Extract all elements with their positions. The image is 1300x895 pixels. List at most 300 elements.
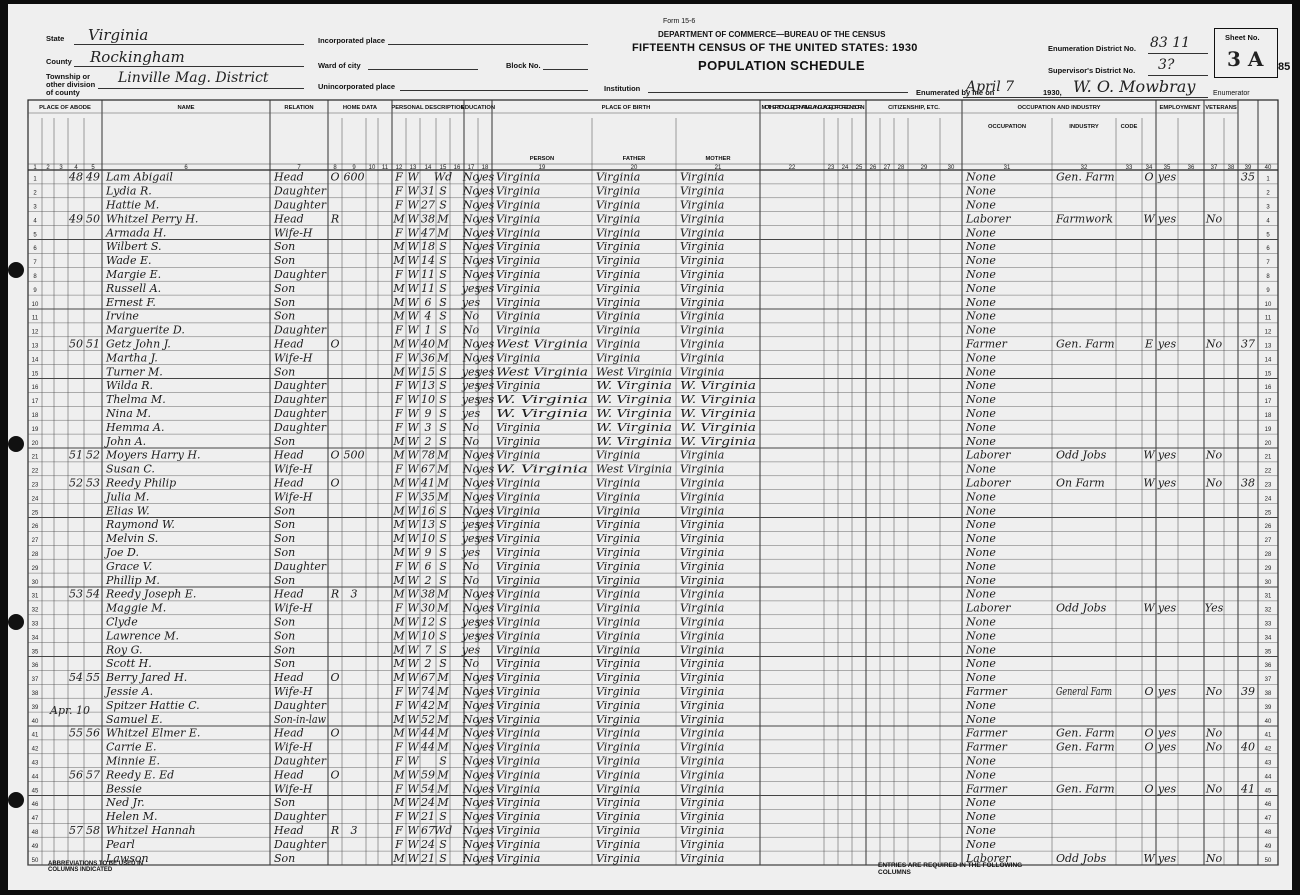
cell-sch: yes — [461, 629, 481, 643]
cell-mob: Virginia — [680, 268, 725, 281]
cell-mob: Virginia — [680, 365, 725, 379]
cell-occ: None — [966, 268, 996, 281]
column-number: 24 — [841, 165, 849, 171]
cell-sex: F — [395, 351, 403, 365]
column-number: 1 — [33, 165, 37, 171]
cell-sch: yes — [461, 393, 481, 407]
cell-occ: None — [966, 532, 996, 546]
cell-rel: Wife-H — [274, 226, 313, 240]
cell-mob: Virginia — [680, 587, 725, 601]
cell-ln: 24 — [31, 496, 39, 503]
cell-fob: Virginia — [596, 240, 641, 254]
cell-race: W — [407, 212, 419, 226]
cell-race: W — [407, 768, 419, 782]
cell-age: 67 — [421, 462, 435, 476]
birth-subhead: MOTHER — [705, 156, 731, 162]
cell-sex: F — [395, 198, 403, 212]
column-number: 14 — [424, 165, 432, 171]
cell-pob: Virginia — [496, 851, 541, 865]
cell-sex: M — [393, 851, 405, 865]
cell-fob: Virginia — [596, 768, 641, 782]
cell-fam: 54 — [86, 587, 100, 601]
column-number: 35 — [1163, 165, 1171, 171]
cell-sex: F — [395, 490, 403, 504]
enumerated-date: April 7 — [966, 79, 1015, 95]
personal-description: PERSONAL DESCRIPTION — [391, 105, 465, 111]
name-heading: NAME — [177, 105, 195, 111]
cell-rel: Daughter — [273, 393, 327, 407]
form-title: FIFTEENTH CENSUS OF THE UNITED STATES: 1930 — [632, 42, 918, 54]
cell-rel: Son — [274, 281, 296, 295]
cell-rd: yes — [475, 490, 495, 504]
cell-mar: Wd — [433, 824, 453, 837]
cell-rd: yes — [475, 740, 495, 754]
cell-ln: 42 — [31, 746, 39, 753]
cell-ln: 8 — [33, 274, 37, 280]
cell-ln: 28 — [31, 552, 39, 558]
employment: EMPLOYMENT — [1159, 105, 1201, 111]
cell-sch: No — [462, 462, 480, 476]
cell-age: 11 — [421, 268, 435, 281]
cell-cls: W — [1143, 601, 1155, 615]
cell-mar: M — [437, 351, 449, 365]
cell-ln: 47 — [31, 816, 39, 823]
cell-pob: Virginia — [496, 824, 541, 837]
column-number: 26 — [869, 165, 877, 171]
line-number-right: 1 — [1266, 176, 1270, 183]
cell-occ: None — [966, 184, 996, 198]
cell-own: O — [330, 768, 340, 782]
cell-race: W — [407, 281, 419, 295]
cell-age: 47 — [421, 226, 435, 240]
column-number: 12 — [395, 165, 403, 171]
cell-emp: yes — [1157, 851, 1177, 865]
cell-ind: Farmwork — [1056, 212, 1114, 226]
cell-val: 500 — [343, 448, 365, 462]
cell-sch: No — [462, 587, 480, 601]
cell-sex: M — [393, 281, 405, 295]
cell-pob: Virginia — [496, 685, 541, 698]
cell-age: 78 — [421, 448, 435, 462]
cell-occ: None — [966, 393, 996, 407]
cell-occ: Farmer — [966, 782, 1007, 796]
cell-name: Grace V. — [106, 559, 153, 573]
cell-name: Clyde — [106, 615, 138, 629]
cell-sex: F — [395, 226, 403, 240]
cell-rel: Wife-H — [274, 601, 313, 615]
cell-fam: 55 — [86, 671, 100, 685]
cell-mar: S — [439, 657, 447, 671]
cell-rel: Son — [274, 309, 296, 323]
cell-sch: No — [462, 782, 480, 796]
cell-pob: Virginia — [496, 712, 541, 726]
cell-pob: Virginia — [496, 448, 541, 462]
cell-sch: No — [462, 240, 480, 254]
census-table — [8, 4, 1292, 890]
cell-mar: M — [437, 212, 449, 226]
cell-race: W — [407, 629, 419, 643]
column-number: 38 — [1227, 165, 1235, 171]
cell-mob: Virginia — [680, 726, 725, 740]
cell-mob: W. Virginia — [680, 393, 756, 407]
column-number: 37 — [1210, 165, 1218, 171]
cell-fob: West Virginia — [596, 365, 672, 379]
cell-cls: O — [1144, 782, 1154, 796]
cell-sex: M — [393, 546, 405, 559]
cell-fob: Virginia — [596, 226, 641, 240]
cell-mob: Virginia — [680, 754, 725, 768]
cell-pob: Virginia — [496, 782, 541, 796]
cell-age: 38 — [421, 587, 435, 601]
cell-fob: Virginia — [596, 671, 641, 685]
line-number-right: 23 — [1264, 482, 1272, 489]
cell-ln: 38 — [31, 691, 39, 697]
cell-fob: Virginia — [596, 615, 641, 629]
cell-sex: F — [395, 824, 403, 837]
cell-race: W — [407, 587, 419, 601]
cell-sex: M — [393, 768, 405, 782]
cell-fob: Virginia — [596, 559, 641, 573]
cell-mar: S — [439, 420, 447, 434]
cell-mob: Virginia — [680, 490, 725, 504]
cell-emp: yes — [1157, 212, 1177, 226]
cell-mob: Virginia — [680, 254, 725, 268]
cell-age: 24 — [421, 837, 435, 851]
cell-rel: Son — [274, 546, 296, 559]
cell-rd: yes — [475, 782, 495, 796]
line-number-right: 10 — [1264, 301, 1272, 308]
cell-fob: Virginia — [596, 518, 641, 532]
abbrev-note: ABBREVIATIONS TO BE USED IN COLUMNS INDICATED — [48, 861, 144, 873]
cell-ct: 37 — [1241, 337, 1255, 351]
cell-mob: W. Virginia — [680, 434, 756, 448]
cell-occ: None — [966, 768, 996, 782]
line-number-right: 21 — [1264, 454, 1272, 461]
cell-ln: 20 — [31, 440, 39, 447]
cell-pob: Virginia — [496, 837, 541, 851]
cell-occ: None — [966, 559, 996, 573]
cell-fob: Virginia — [596, 740, 641, 754]
cell-name: Melvin S. — [106, 532, 159, 546]
column-number: 3 — [59, 165, 63, 171]
cell-rel: Head — [274, 671, 304, 685]
cell-own: R — [330, 212, 340, 226]
cell-sch: No — [462, 740, 480, 754]
cell-mar: M — [437, 490, 449, 504]
cell-sex: M — [393, 796, 405, 810]
cell-pob: Virginia — [496, 268, 541, 281]
cell-mar: S — [439, 379, 447, 393]
cell-race: W — [407, 726, 419, 740]
cell-race: W — [407, 365, 419, 379]
cell-age: 44 — [421, 740, 435, 754]
sheet-label: Sheet No. — [1225, 33, 1260, 42]
cell-sex: M — [393, 518, 405, 532]
cell-name: Pearl — [106, 837, 135, 851]
line-number-right: 30 — [1264, 579, 1272, 586]
cell-mar: S — [439, 268, 447, 281]
cell-sex: M — [393, 671, 405, 685]
cell-age: 52 — [421, 712, 435, 726]
column-number: 9 — [352, 165, 356, 171]
sheet-value: 3 A — [1227, 47, 1264, 71]
cell-mob: Virginia — [680, 629, 725, 643]
cell-age: 42 — [421, 698, 435, 712]
line-number-right: 32 — [1264, 607, 1272, 614]
enum-district-label: Enumeration District No. — [1048, 44, 1136, 53]
supervisor-value: 3? — [1158, 57, 1175, 73]
cell-fob: W. Virginia — [596, 379, 672, 393]
cell-dw: 56 — [69, 768, 83, 782]
cell-mar: S — [439, 393, 447, 407]
cell-pob: Virginia — [496, 323, 541, 337]
line-number-right: 37 — [1264, 677, 1272, 684]
cell-occ: Farmer — [966, 685, 1007, 698]
citizenship: CITIZENSHIP, ETC. — [888, 105, 940, 111]
cell-pob: Virginia — [496, 698, 541, 712]
cell-ln: 41 — [31, 732, 39, 739]
cell-sex: M — [393, 212, 405, 226]
cell-race: W — [407, 810, 419, 824]
cell-occ: Laborer — [966, 851, 1011, 865]
cell-race: W — [407, 240, 419, 254]
cell-fam: 53 — [86, 476, 100, 490]
cell-val: 3 — [350, 587, 358, 601]
cell-race: W — [407, 476, 419, 490]
cell-sex: F — [395, 685, 403, 698]
cell-sch: No — [462, 337, 480, 351]
column-number: 22 — [788, 165, 796, 171]
cell-race: W — [407, 782, 419, 796]
cell-name: Elias W. — [106, 504, 150, 518]
veterans: VETERANS — [1205, 105, 1237, 111]
cell-sch: yes — [461, 295, 481, 309]
cell-fob: Virginia — [596, 546, 641, 559]
state-value: Virginia — [88, 26, 149, 44]
cell-sch: No — [462, 712, 480, 726]
cell-pob: W. Virginia — [496, 462, 588, 476]
cell-occ: None — [966, 254, 996, 268]
line-number-right: 45 — [1264, 788, 1272, 795]
cell-fob: Virginia — [596, 254, 641, 268]
cell-pob: Virginia — [496, 379, 541, 393]
cell-rel: Wife-H — [274, 462, 313, 476]
cell-occ: None — [966, 407, 996, 420]
cell-fob: Virginia — [596, 212, 641, 226]
cell-sch: yes — [461, 643, 481, 657]
cell-age: 14 — [421, 254, 435, 268]
cell-ln: 39 — [31, 704, 39, 711]
cell-age: 15 — [421, 365, 435, 379]
cell-sex: F — [395, 810, 403, 824]
cell-rel: Son — [274, 657, 296, 671]
cell-age: 59 — [421, 768, 435, 782]
cell-mar: S — [439, 240, 447, 254]
cell-rel: Head — [274, 726, 304, 740]
cell-sex: M — [393, 657, 405, 671]
line-number-right: 34 — [1264, 635, 1272, 642]
cell-name: Susan C. — [106, 462, 155, 476]
cell-occ: None — [966, 365, 996, 379]
cell-sex: M — [393, 365, 405, 379]
township-value: Linville Mag. District — [118, 70, 269, 86]
cell-mar: S — [439, 434, 447, 448]
cell-pob: Virginia — [496, 615, 541, 629]
cell-rel: Daughter — [273, 698, 327, 712]
cell-sch: yes — [461, 615, 481, 629]
cell-emp: yes — [1157, 337, 1177, 351]
column-number: 36 — [1187, 165, 1195, 171]
cell-ind: Odd Jobs — [1056, 851, 1107, 865]
cell-dw: 49 — [69, 212, 83, 226]
cell-pob: Virginia — [496, 754, 541, 768]
cell-race: W — [407, 434, 419, 448]
cell-occ: None — [966, 226, 996, 240]
line-number-right: 17 — [1264, 399, 1272, 406]
cell-age: 40 — [421, 337, 435, 351]
cell-occ: None — [966, 434, 996, 448]
column-number: 39 — [1244, 165, 1252, 171]
cell-sch: No — [462, 184, 480, 198]
cell-ln: 14 — [31, 357, 39, 364]
cell-rel: Wife-H — [274, 351, 313, 365]
cell-name: Samuel E. — [106, 712, 163, 726]
cell-rel: Head — [274, 170, 304, 184]
cell-fob: W. Virginia — [596, 393, 672, 407]
line-number-right: 50 — [1264, 857, 1272, 864]
cell-ln: 21 — [31, 454, 39, 461]
cell-rel: Son — [274, 254, 296, 268]
cell-mar: S — [439, 851, 447, 865]
cell-occ: Farmer — [966, 740, 1007, 754]
cell-sex: M — [393, 615, 405, 629]
cell-occ: None — [966, 490, 996, 504]
cell-pob: Virginia — [496, 254, 541, 268]
cell-sch: No — [462, 434, 480, 448]
cell-rel: Son — [274, 365, 296, 379]
cell-fob: Virginia — [596, 601, 641, 615]
cell-occ: None — [966, 587, 996, 601]
cell-sex: F — [395, 170, 403, 184]
cell-ln: 36 — [31, 663, 39, 670]
cell-mar: S — [439, 837, 447, 851]
cell-fob: Virginia — [596, 573, 641, 587]
cell-occ: None — [966, 671, 996, 685]
cell-sch: No — [462, 698, 480, 712]
cell-own: O — [330, 448, 340, 462]
cell-fob: Virginia — [596, 643, 641, 657]
cell-mar: M — [437, 782, 449, 796]
cell-fob: Virginia — [596, 810, 641, 824]
cell-age: 9 — [424, 407, 432, 420]
education: EDUCATION — [460, 105, 496, 111]
cell-age: 41 — [421, 476, 435, 490]
cell-name: Wilda R. — [106, 379, 154, 393]
cell-fob: W. Virginia — [596, 420, 672, 434]
cell-vet: No — [1205, 851, 1223, 865]
cell-mar: S — [439, 518, 447, 532]
cell-sex: F — [395, 601, 403, 615]
cell-race: W — [407, 323, 419, 337]
cell-name: Ned Jr. — [106, 796, 145, 810]
cell-ln: 40 — [31, 718, 39, 725]
cell-rel: Son — [274, 796, 296, 810]
cell-age: 9 — [424, 546, 432, 559]
cell-name: Minnie E. — [106, 754, 161, 768]
cell-sch: No — [462, 420, 480, 434]
cell-occ: None — [966, 198, 996, 212]
cell-race: W — [407, 740, 419, 754]
cell-emp: yes — [1157, 685, 1177, 698]
cell-sex: F — [395, 782, 403, 796]
line-number-right: 19 — [1264, 426, 1272, 433]
cell-occ: None — [966, 309, 996, 323]
cell-occ: None — [966, 712, 996, 726]
cell-cls: W — [1143, 476, 1155, 490]
cell-mob: Virginia — [680, 351, 725, 365]
cell-sch: yes — [461, 532, 481, 546]
line-number-right: 4 — [1266, 218, 1270, 225]
cell-ind: General Farm — [1056, 685, 1112, 698]
cell-race: W — [407, 851, 419, 865]
cell-occ: None — [966, 170, 996, 184]
cell-pob: Virginia — [496, 420, 541, 434]
cell-sex: M — [393, 240, 405, 254]
cell-age: 13 — [421, 379, 435, 393]
cell-mob: Virginia — [680, 337, 725, 351]
cell-occ: None — [966, 546, 996, 559]
cell-pob: Virginia — [496, 198, 541, 212]
cell-age: 6 — [424, 295, 432, 309]
cell-pob: West Virginia — [496, 337, 588, 351]
line-number-right: 38 — [1264, 691, 1272, 697]
cell-age: 38 — [421, 212, 435, 226]
cell-mob: W. Virginia — [680, 379, 756, 393]
cell-rd: yes — [475, 351, 495, 365]
cell-age: 16 — [421, 504, 435, 518]
cell-sex: M — [393, 726, 405, 740]
cell-name: Jessie A. — [106, 685, 154, 698]
cell-cls: O — [1144, 726, 1154, 740]
cell-vet: No — [1205, 782, 1223, 796]
cell-mob: Virginia — [680, 281, 725, 295]
cell-mob: W. Virginia — [680, 407, 756, 420]
cell-name: Berry Jared H. — [106, 671, 188, 685]
cell-mob: Virginia — [680, 685, 725, 698]
cell-mar: M — [437, 476, 449, 490]
cell-rel: Wife-H — [274, 490, 313, 504]
cell-ln: 16 — [31, 385, 39, 392]
cell-rel: Son — [274, 629, 296, 643]
cell-pob: Virginia — [496, 490, 541, 504]
cell-sex: F — [395, 462, 403, 476]
cell-occ: None — [966, 240, 996, 254]
cell-rel: Wife-H — [274, 740, 313, 754]
cell-race: W — [407, 198, 419, 212]
cell-age: 1 — [424, 323, 432, 337]
cell-pob: Virginia — [496, 351, 541, 365]
place-of-birth: PLACE OF BIRTH — [601, 105, 651, 111]
cell-name: Whitzel Elmer E. — [106, 726, 201, 740]
cell-sex: F — [395, 754, 403, 768]
cell-name: John A. — [106, 434, 147, 448]
line-number-right: 15 — [1264, 371, 1272, 378]
cell-name: Whitzel Hannah — [106, 824, 196, 837]
cell-race: W — [407, 504, 419, 518]
cell-rd: yes — [475, 851, 495, 865]
cell-name: Wade E. — [106, 254, 152, 268]
form-number: Form 15-6 — [663, 18, 696, 25]
